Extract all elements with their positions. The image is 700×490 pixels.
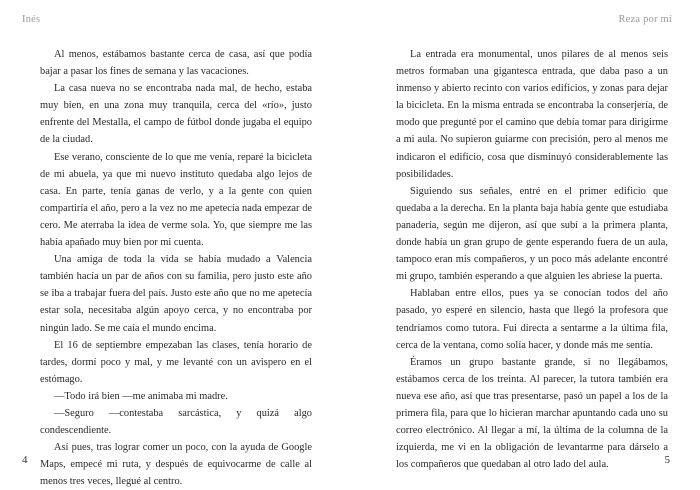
paragraph: —Seguro —contestaba sarcástica, y quizá algo condescendiente.: [40, 407, 312, 437]
paragraph: —Todo irá bien —me animaba mi madre.: [54, 390, 228, 402]
paragraph: El 16 de septiembre empezaban las clases, tenía horario de tardes, dormí poco y mal, y me levanté con un avispero en el estómago.: [40, 339, 312, 385]
paragraph: La casa nueva no se encontraba nada mal, de hecho, estaba muy bien, en una zona muy tranquila, cerca del «río», justo enfrente del Mestalla, el campo de fútbol donde jugaba el equipo de la ciudad.: [40, 83, 312, 146]
paragraph: Una amiga de toda la vida se había mudado a Valencia también hacía un par de años con su familia, pero justo este año se iba a trabajar fuera del país. Justo este año que no me apetecía estar sola, necesitaba algún apoyo cerca, y no encontraba por ningún lado. Se me caía el mundo encima.: [40, 254, 312, 334]
running-head-author: Inés: [22, 14, 41, 25]
paragraph: Al menos, estábamos bastante cerca de casa, así que podía bajar a pasar los fines de semana y las vacaciones.: [40, 49, 312, 78]
right-page: [350, 0, 700, 490]
paragraph: Siguiendo sus señales, entré en el primer edificio que quedaba a la derecha. En la planta baja había gente que estudiaba panadería, según me dijeron, así que subí a la primera planta, donde había un gran grupo de gente esperando fuera de un aula, tampoco eran mis compañeros, y un poco más adelante encontré mi grupo, también esperando a que alguien les abriese la puerta.: [396, 185, 668, 283]
paragraph: Hablaban entre ellos, pues ya se conocían todos del año pasado, yo esperé en silencio, hasta que llegó la profesora que tendríamos como tutora. Fui directa a sentarme a la última fila, cerca de la ventana, como solía hacer, y donde más me sentía.: [396, 288, 668, 351]
page-number: 5: [664, 454, 670, 466]
right-page-text: [396, 46, 668, 473]
running-head-title: Reza por mí: [618, 14, 672, 25]
left-page-text: [40, 46, 312, 490]
paragraph: Ese verano, consciente de lo que me venía, reparé la bicicleta de mi abuela, ya que mi nuevo instituto quedaba algo lejos de casa. En parte, tenía ganas de verlo, y a la gente con quien compartiría el año, pero a la vez no me apetecía nada empezar de cero. Me aterraba la idea de verme sola. Yo, que siempre me las había apañado muy bien por mi cuenta.: [40, 151, 312, 249]
page-number: 4: [22, 454, 28, 466]
paragraph: Así pues, tras lograr comer un poco, con la ayuda de Google Maps, empecé mi ruta, y después de equivocarme de calle al menos tres veces, llegué al centro.: [40, 442, 312, 488]
paragraph: Éramos un grupo bastante grande, si no llegábamos, estábamos cerca de los treinta. Al parecer, la tutora también era nueva ese año, así que tras presentarse, pasó un papel a los de la primera fila, para que lo hicieran marchar apuntando cada uno su correo electrónico. Al llegar a mí, la última de la columna de la izquierda, me vi en la obligación de levantarme para dárselo a los compañeros que quedaban al otro lado del aula.: [396, 356, 668, 471]
paragraph: La entrada era monumental, unos pilares de al menos seis metros formaban una gigantesca entrada, que daba paso a un inmenso y abierto recinto con varios edificios, y zonas para dejar la bicicleta. En la misma entrada se encontraba la conserjería, de modo que pregunté por el camino que debía tomar para dirigirme a mi aula. No supieron guiarme con precisión, pero al menos me indicaron el edificio, cosa que disminuyó considerablemente las posibilidades.: [396, 49, 668, 180]
